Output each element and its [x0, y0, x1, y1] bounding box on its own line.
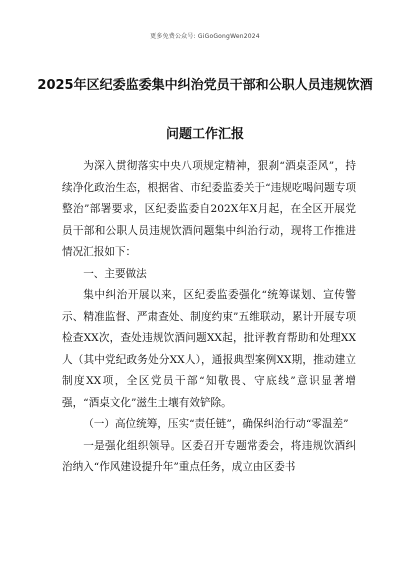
subsection-heading-1: （一）高位统筹，压实“责任链”，确保纠治行动“零温差” [83, 418, 349, 430]
section-heading-main-practices: 一、主要做法 [83, 267, 147, 280]
subsection-paragraph-1: 一是强化组织领导。区委召开专题常委会，将违规饮酒纠治纳入“作风建设提升年”重点任务，成立由区委书 [62, 439, 356, 473]
document-body [62, 156, 356, 479]
document-title-line-1: 2025年区纪委监委集中纠治党员干部和公职人员违规饮酒 [37, 78, 373, 93]
document-title-line-2: 问题工作汇报 [165, 127, 244, 142]
intro-paragraph: 为深入贯彻落实中央八项规定精神，狠刹“酒桌歪风”，持续净化政治生态，根据省、市纪委监委关于“违规吃喝问题专项整治”部署要求，区纪委监委自202X年X月起，在全区开展党员干部和公职人员违规饮酒问题集中纠治行动，现将工作推进情况汇报如下： [62, 160, 356, 258]
watermark-text: 更多免费公众号: GiGoGongWen2024 [150, 33, 260, 40]
summary-paragraph: 集中纠治开展以来，区纪委监委强化“统筹谋划、宣传警示、精准监督、严肃查处、制度约束”五维联动，累计开展专项检查XX次，查处违规饮酒问题XX起，批评教育帮助和处理XX人（其中党纪政务处分XX人），通报典型案例XX期，推动建立制度XX项，全区党员干部“知敬畏、守底线”意识显著增强，“酒桌文化”滋生土壤有效铲除。 [62, 289, 356, 409]
